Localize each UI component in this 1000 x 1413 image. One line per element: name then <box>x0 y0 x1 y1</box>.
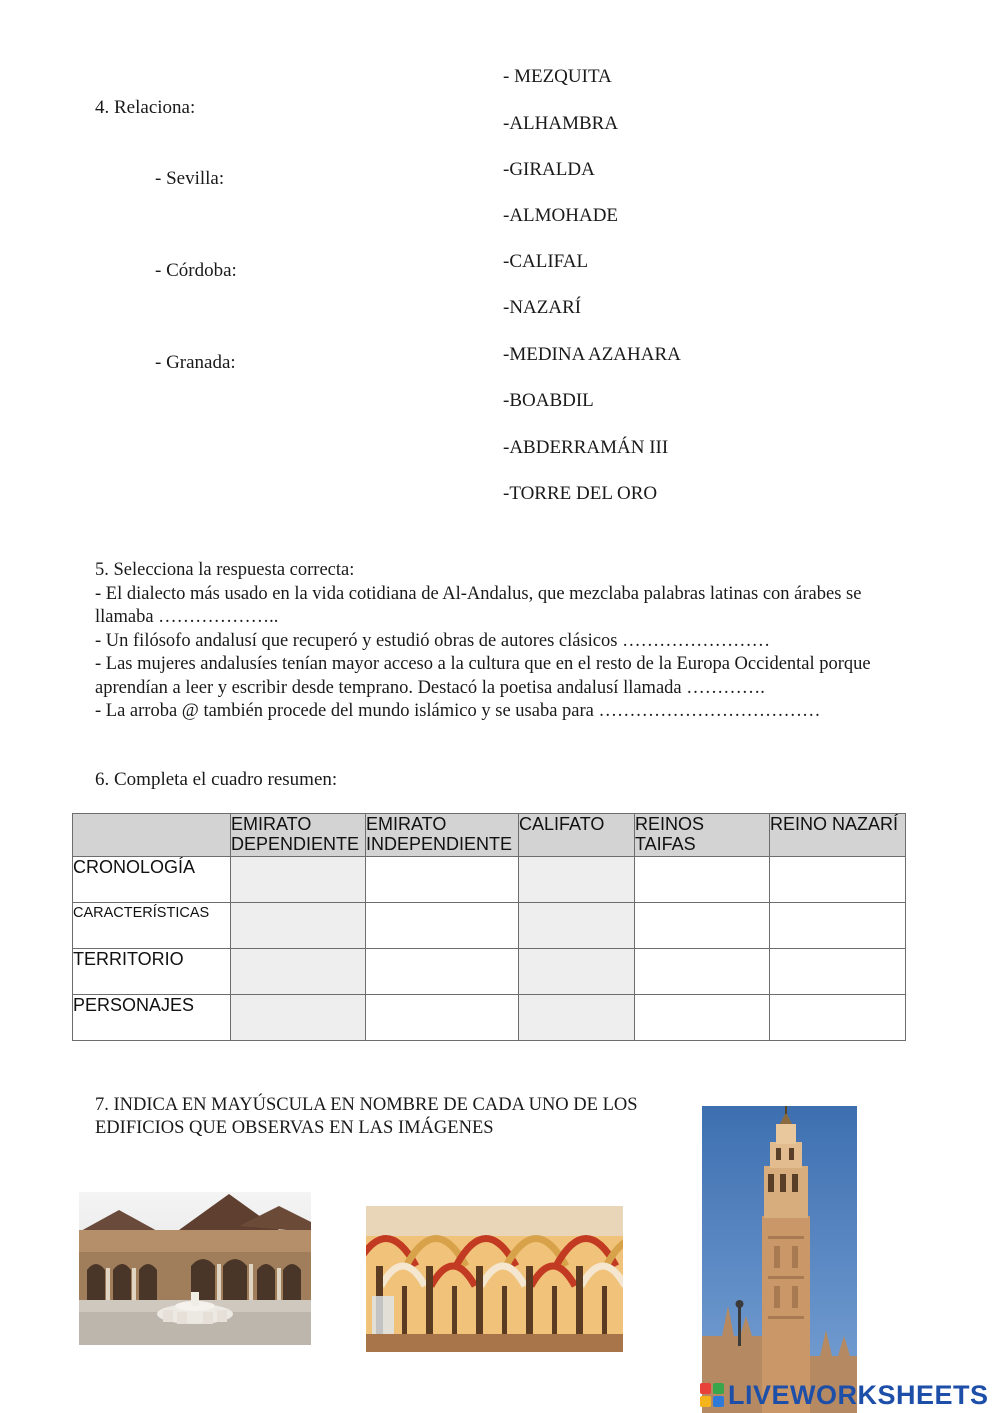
answer-cell[interactable] <box>519 857 635 903</box>
section6-title: 6. Completa el cuadro resumen: <box>95 769 338 790</box>
answer-cell[interactable] <box>231 995 366 1041</box>
section7-title: 7. INDICA EN MAYÚSCULA EN NOMBRE DE CADA UNO DE LOS EDIFICIOS QUE OBSERVAS EN LAS IMÁGENES <box>95 1095 638 1138</box>
photo-giralda <box>702 1106 857 1413</box>
answer-cell[interactable] <box>635 949 770 995</box>
header-reino-nazari: REINO NAZARÍ <box>770 814 906 857</box>
option-boabdil: -BOABDIL <box>503 390 594 411</box>
header-emirato-independiente: EMIRATO INDEPENDIENTE <box>366 814 519 857</box>
section5 <box>95 559 915 724</box>
city-granada: - Granada: <box>155 352 236 373</box>
table-row <box>73 857 906 903</box>
answer-cell[interactable] <box>231 949 366 995</box>
option-mezquita: - MEZQUITA <box>503 66 612 87</box>
mezquita-illustration <box>366 1206 623 1352</box>
answer-cell[interactable] <box>770 949 906 995</box>
row-label-cronologia: CRONOLOGÍA <box>73 857 231 903</box>
answer-cell[interactable] <box>770 857 906 903</box>
section4-title: 4. Relaciona: <box>95 97 196 118</box>
row-label-caracteristicas: CARACTERÍSTICAS <box>73 903 231 949</box>
answer-cell[interactable] <box>635 995 770 1041</box>
answer-cell[interactable] <box>231 857 366 903</box>
answer-cell[interactable] <box>519 949 635 995</box>
answer-cell[interactable] <box>770 903 906 949</box>
city-sevilla: - Sevilla: <box>155 168 225 189</box>
option-abderraman-iii: -ABDERRAMÁN III <box>503 437 669 458</box>
table-row <box>73 995 906 1041</box>
footer-brand-label: LIVEWORKSHEETS <box>728 1380 989 1410</box>
question-arroba: - La arroba @ también procede del mundo islámico y se usaba para ……………………………… <box>95 701 821 721</box>
header-corner <box>73 814 231 857</box>
option-almohade: -ALMOHADE <box>503 205 619 226</box>
table-row <box>73 903 906 949</box>
question-philosopher: - Un filósofo andalusí que recuperó y estudió obras de autores clásicos …………………… <box>95 630 771 651</box>
option-giralda: -GIRALDA <box>503 159 595 180</box>
row-label-personajes: PERSONAJES <box>73 995 231 1041</box>
answer-cell[interactable] <box>519 903 635 949</box>
section5-title: 5. Selecciona la respuesta correcta: <box>95 560 355 580</box>
alhambra-illustration <box>79 1192 311 1345</box>
answer-cell[interactable] <box>366 995 519 1041</box>
answer-cell[interactable] <box>635 857 770 903</box>
summary-table <box>72 813 906 1041</box>
row-label-territorio: TERRITORIO <box>73 949 231 995</box>
liveworksheets-logo-icon <box>700 1383 724 1407</box>
option-alhambra: -ALHAMBRA <box>503 113 619 134</box>
header-emirato-dependiente: EMIRATO DEPENDIENTE <box>231 814 366 857</box>
option-califal: -CALIFAL <box>503 251 589 272</box>
table-header-row <box>73 814 906 857</box>
option-medina-azahara: -MEDINA AZAHARA <box>503 344 681 365</box>
answer-cell[interactable] <box>366 903 519 949</box>
answer-cell[interactable] <box>231 903 366 949</box>
city-cordoba: - Córdoba: <box>155 260 237 281</box>
answer-cell[interactable] <box>366 857 519 903</box>
photo-alhambra <box>79 1192 311 1345</box>
footer-brand <box>700 1380 995 1410</box>
option-nazari: -NAZARÍ <box>503 297 582 318</box>
photo-mezquita <box>366 1206 623 1352</box>
option-torre-del-oro: -TORRE DEL ORO <box>503 483 658 504</box>
answer-cell[interactable] <box>770 995 906 1041</box>
answer-cell[interactable] <box>366 949 519 995</box>
answer-cell[interactable] <box>519 995 635 1041</box>
header-califato: CALIFATO <box>519 814 635 857</box>
answer-cell[interactable] <box>635 903 770 949</box>
table-row <box>73 949 906 995</box>
giralda-illustration <box>702 1106 857 1413</box>
header-reinos-taifas: REINOS TAIFAS <box>635 814 770 857</box>
question-poetess: - Las mujeres andalusíes tenían mayor acceso a la cultura que en el resto de la Europa Occidental porque aprendían a leer y escribir desde temprano. Destacó la poetisa andalusí llamada …………. <box>95 654 871 698</box>
question-dialect: - El dialecto más usado en la vida cotidiana de Al-Andalus, que mezclaba palabras latinas con árabes se llamaba ……………….. <box>95 583 862 627</box>
